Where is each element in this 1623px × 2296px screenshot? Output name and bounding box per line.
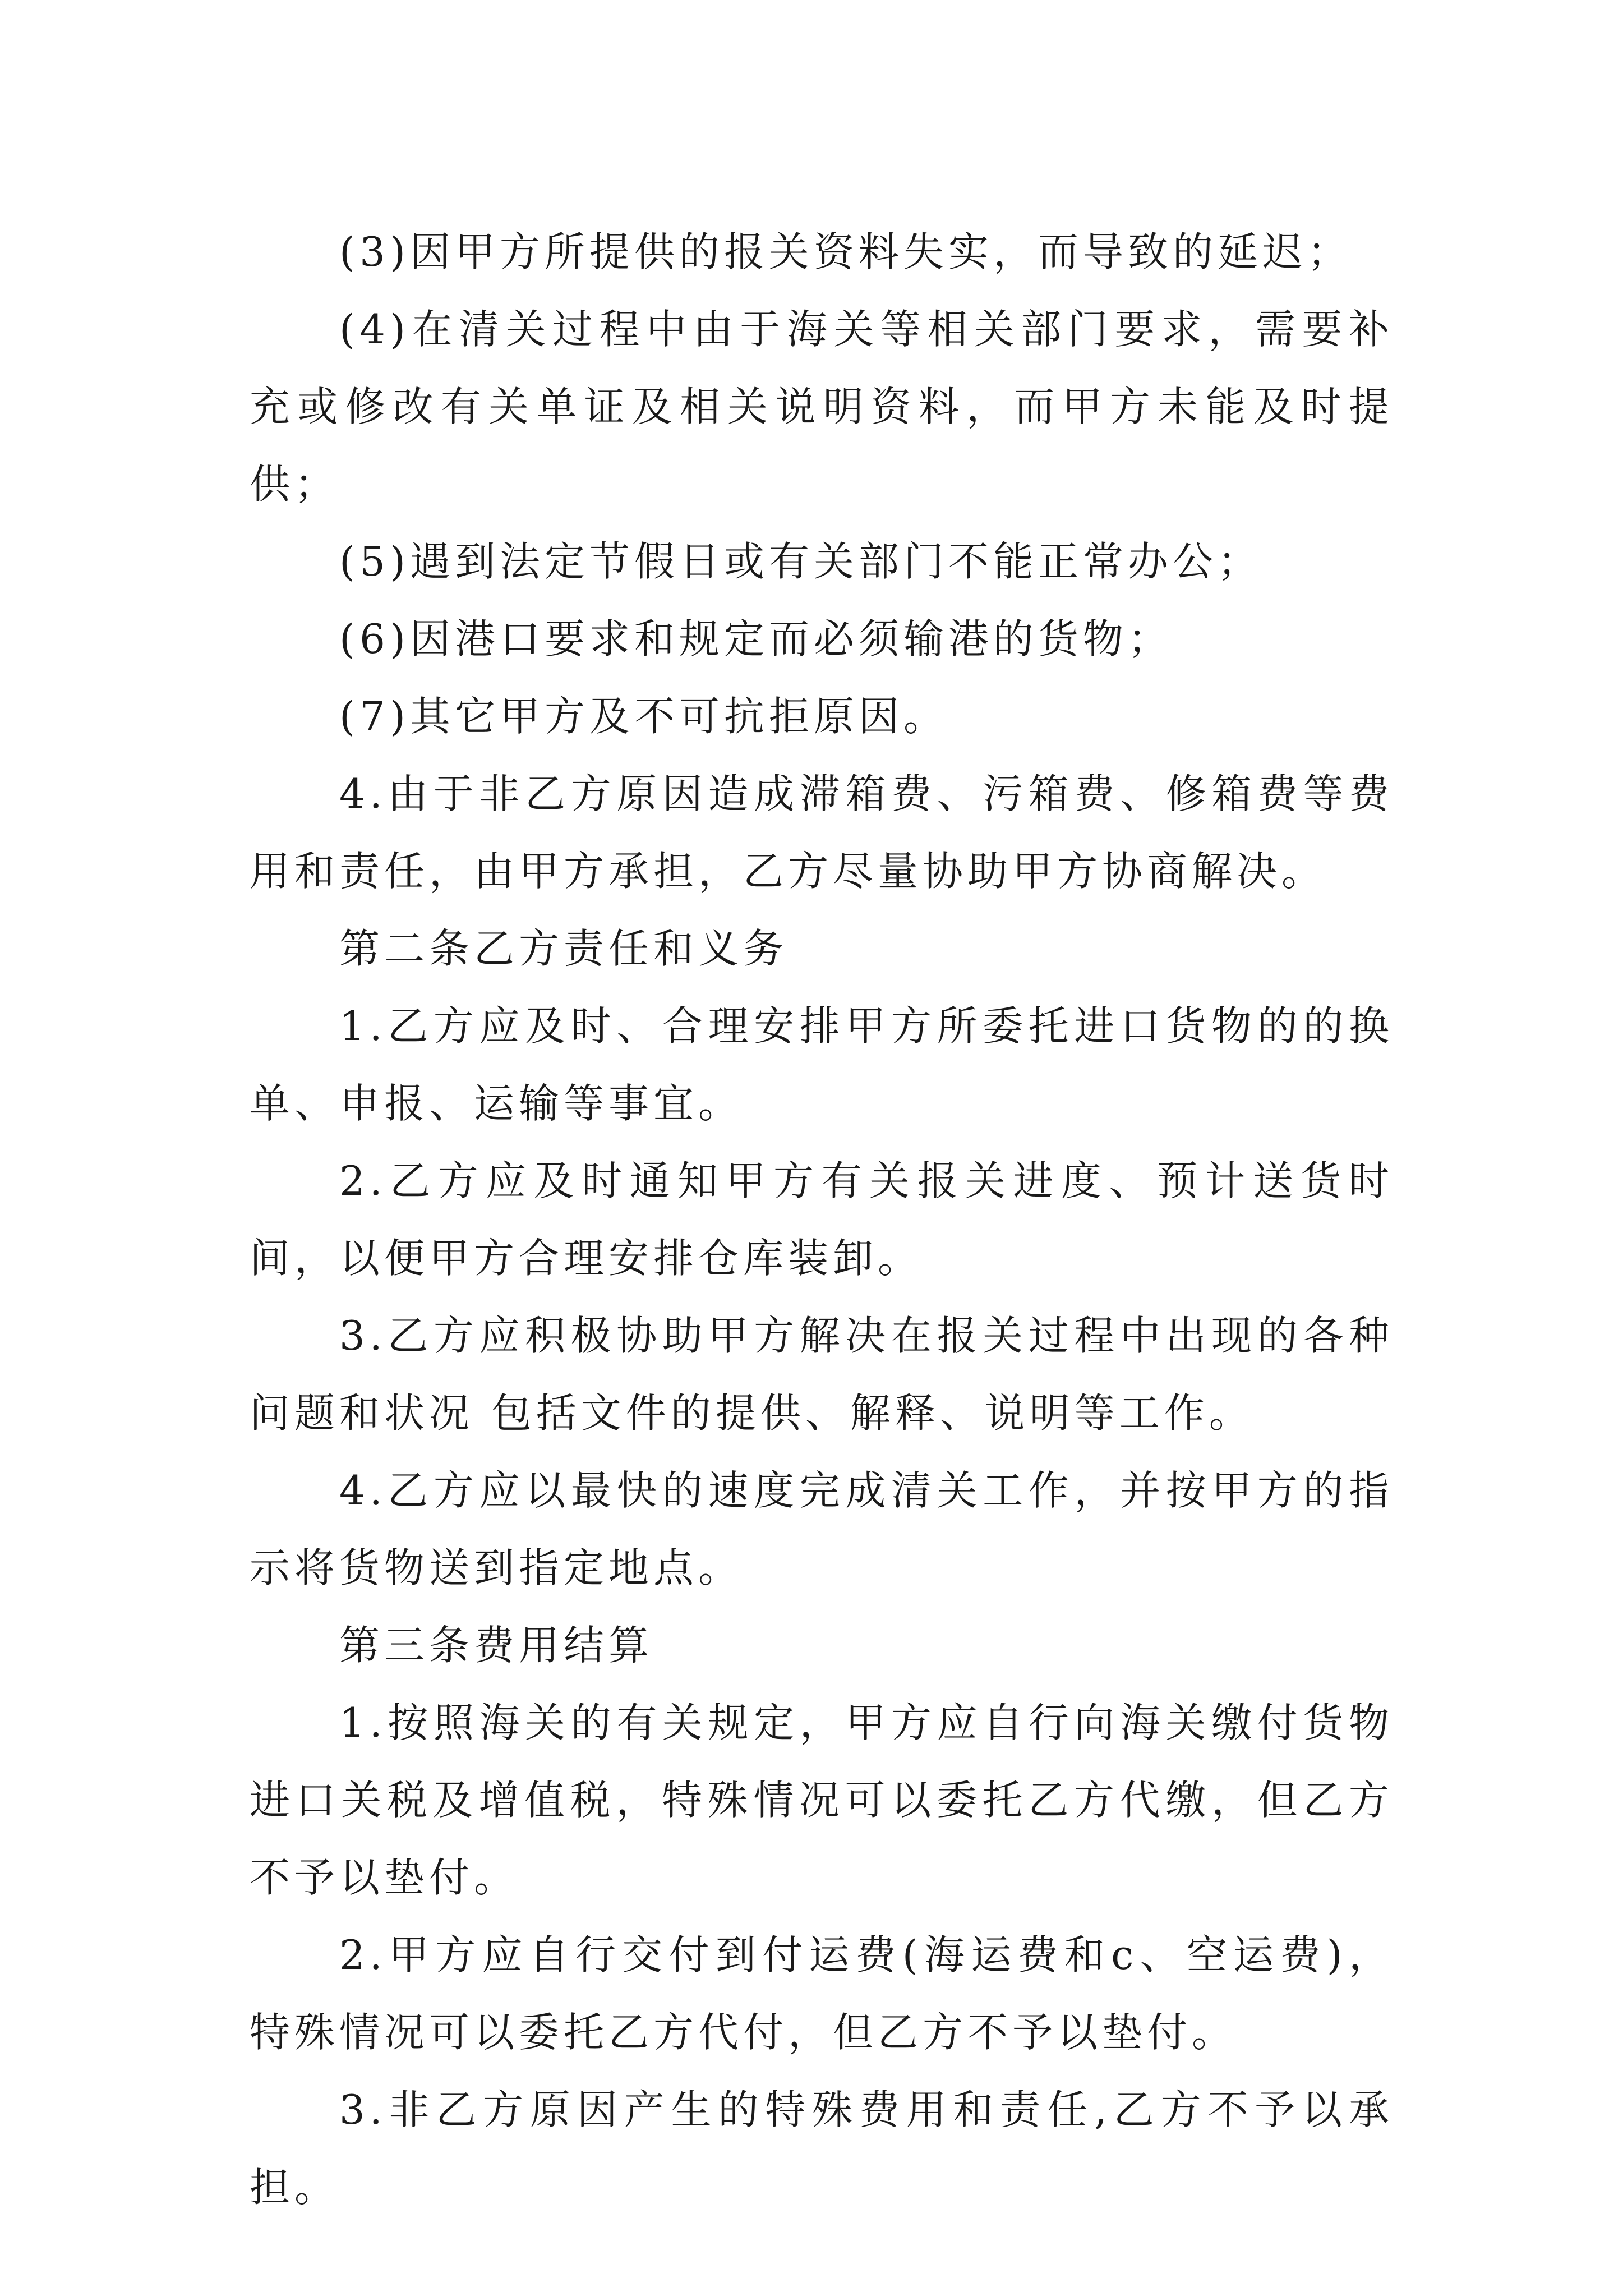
section-heading: 第三条费用结算 <box>339 1622 654 1669</box>
paragraph: (3)因甲方所提供的报关资料失实，而导致的延迟； <box>339 228 1352 275</box>
paragraph: 3.非乙方原因产生的特殊费用和责任,乙方不予以承担。 <box>250 2086 1394 2211</box>
paragraph: (6)因港口要求和规定而必须输港的货物； <box>339 615 1173 662</box>
document-body <box>250 213 1394 2226</box>
paragraph: 2.甲方应自行交付到付运费(海运费和c、空运费)，特殊情况可以委托乙方代付，但乙方不予以垫付。 <box>250 1931 1394 2056</box>
paragraph: 4.乙方应以最快的速度完成清关工作，并按甲方的指示将货物送到指定地点。 <box>250 1467 1394 1591</box>
paragraph: 1.按照海关的有关规定，甲方应自行向海关缴付货物进口关税及增值税，特殊情况可以委托乙方代缴，但乙方不予以垫付。 <box>250 1699 1394 1901</box>
paragraph: 4.由于非乙方原因造成滞箱费、污箱费、修箱费等费用和责任，由甲方承担，乙方尽量协助甲方协商解决。 <box>250 770 1394 895</box>
paragraph: (7)其它甲方及不可抗拒原因。 <box>339 693 948 740</box>
paragraph: 3.乙方应积极协助甲方解决在报关过程中出现的各种问题和状况 包括文件的提供、解释、说明等工作。 <box>250 1312 1394 1437</box>
paragraph: (5)遇到法定节假日或有关部门不能正常办公； <box>339 538 1262 585</box>
section-heading: 第二条乙方责任和义务 <box>339 925 789 972</box>
paragraph: 1.乙方应及时、合理安排甲方所委托进口货物的的换单、申报、运输等事宜。 <box>250 1002 1394 1127</box>
paragraph: 2.乙方应及时通知甲方有关报关进度、预计送货时间，以便甲方合理安排仓库装卸。 <box>250 1157 1394 1282</box>
paragraph: (4)在清关过程中由于海关等相关部门要求，需要补充或修改有关单证及相关说明资料，而甲方未能及时提供； <box>250 306 1394 508</box>
